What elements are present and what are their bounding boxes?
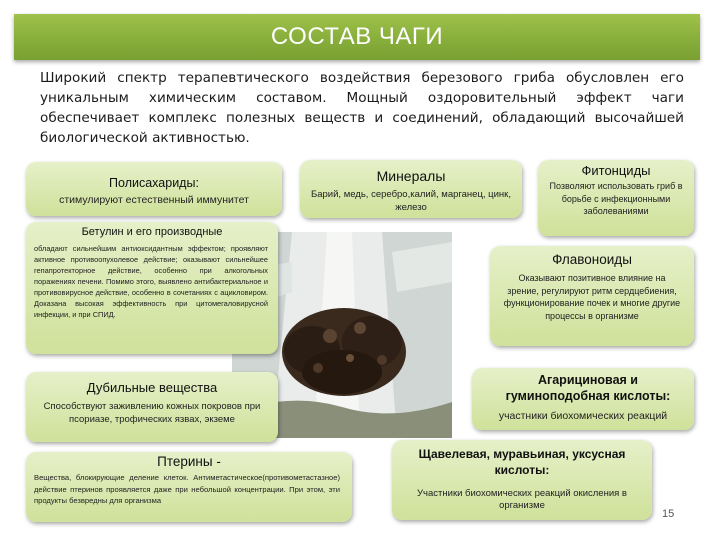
box-agaric-acids xyxy=(472,368,694,430)
box-pterins xyxy=(26,452,352,522)
polysaccharides-title: Полисахариды: xyxy=(109,176,199,190)
page-title: СОСТАВ ЧАГИ xyxy=(270,23,444,50)
box-polysaccharides xyxy=(26,162,282,216)
pterins-title: Птерины - xyxy=(157,454,221,469)
intro-paragraph: Широкий спектр терапевтического воздействия березового гриба обусловлен его уникальным химическим составом. Мощный оздоровительный эффект чаги обеспечивает комплекс полезных веществ и соединений, обладающий высочайшей биологической активностью. xyxy=(40,70,684,146)
box-tannins xyxy=(26,372,278,442)
betulin-text: обладают сильнейшим антиоксидантным эффектом; проявляют активное противоопухолевое действие; оказывают сильнейшее гепапротекторное действие, особенно при алкогольных поражениях печени. Помимо этого, выявлено антибактериальное и противовирусное действие, особенно в сочетаниях с ацикловиром. Доказана высокая эффективность при цитомегаловирусной инфекции, и при СПИД. xyxy=(34,244,268,319)
box-minerals xyxy=(300,160,522,218)
agaric-text: участники биохомических реакций xyxy=(498,410,668,422)
polysaccharides-text: стимулируют естественный иммунитет xyxy=(59,194,249,206)
pterins-text: Вещества, блокирующие деление клеток. Антиметастическое(противометастазное) действие птеринов проявляется даже при небольшой концентрации. При этом, эти продукты безвредны для организма xyxy=(34,473,340,505)
tannins-text: Способствуют заживлению кожных покровов при псориазе, трофических язвах, экземе xyxy=(43,401,261,425)
agaric-title: Агарициновая и гуминоподобная кислоты: xyxy=(505,373,671,403)
box-oxalic-formic-acetic xyxy=(392,440,652,520)
minerals-title: Минералы xyxy=(376,168,446,184)
minerals-text: Барий, медь, серебро,калий, марганец, цинк, железо xyxy=(311,189,511,213)
page-number: 15 xyxy=(662,508,675,520)
flavonoids-title: Флавоноиды xyxy=(552,252,632,267)
phytoncides-text: Позволяют использовать гриб в борьбе с инфекционными заболеваниями xyxy=(549,181,683,216)
phytoncides-title: Фитонциды xyxy=(581,163,651,178)
box-phytoncides xyxy=(538,160,694,236)
title-bar xyxy=(14,14,700,60)
box-flavonoids xyxy=(490,246,694,346)
flavonoids-text: Оказывают позитивное влияние на зрение, регулируют ритм сердцебиения, функционирование почек и многие другие процессы в организме xyxy=(503,273,681,321)
acids-title: Щавелевая, муравьиная, уксусная кислоты: xyxy=(418,447,626,477)
box-betulin xyxy=(26,222,278,354)
acids-text: Участники биохомических реакций окисления в организме xyxy=(417,488,627,511)
betulin-title: Бетулин и его производные xyxy=(81,226,223,238)
tannins-title: Дубильные вещества xyxy=(86,380,218,395)
